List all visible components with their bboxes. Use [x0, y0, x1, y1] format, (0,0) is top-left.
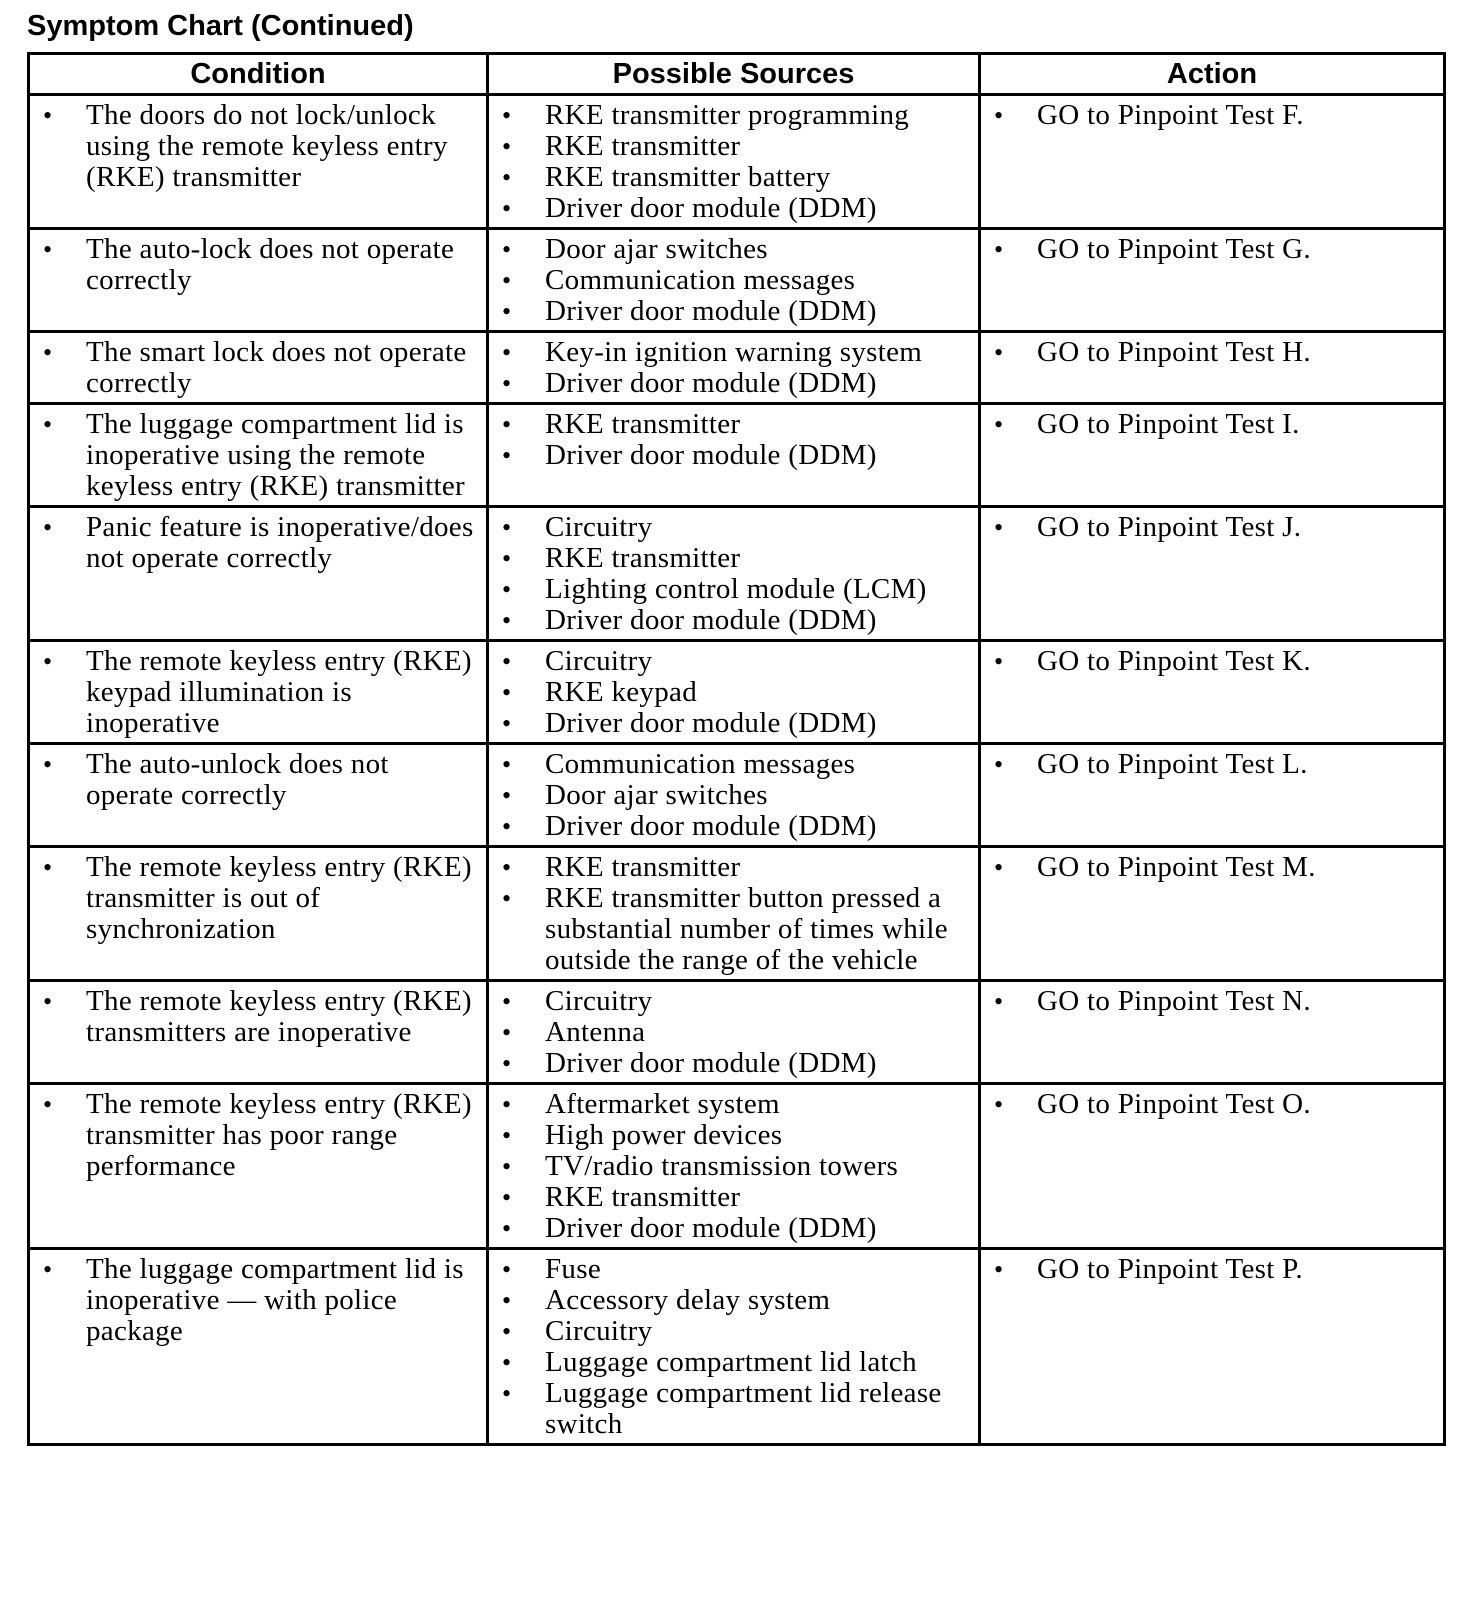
source-item: • Antenna	[489, 1017, 968, 1048]
source-item: • TV/radio transmission towers	[489, 1151, 968, 1182]
action-text: • GO to Pinpoint Test N.	[981, 986, 1433, 1017]
action-text: • GO to Pinpoint Test K.	[981, 646, 1433, 677]
possible-sources-cell	[488, 95, 980, 229]
action-cell	[980, 332, 1445, 404]
action-text: • GO to Pinpoint Test J.	[981, 512, 1433, 543]
sources-list	[489, 508, 978, 639]
action-list	[981, 230, 1443, 268]
source-item: • Communication messages	[489, 265, 968, 296]
condition-text: • The doors do not lock/unlock using the remote keyless entry (RKE) transmitter	[30, 100, 476, 193]
source-item: • RKE transmitter button pressed a substantial number of times while outside the range of the vehicle	[489, 883, 968, 976]
source-item: • Communication messages	[489, 749, 968, 780]
action-list	[981, 642, 1443, 680]
table-row	[29, 744, 1445, 847]
sources-list	[489, 230, 978, 330]
header-action: Action	[980, 54, 1445, 95]
condition-cell	[29, 744, 488, 847]
possible-sources-cell	[488, 1249, 980, 1445]
source-item: • Luggage compartment lid release switch	[489, 1378, 968, 1440]
action-cell	[980, 847, 1445, 981]
action-text: • GO to Pinpoint Test H.	[981, 337, 1433, 368]
action-list	[981, 405, 1443, 443]
possible-sources-cell	[488, 229, 980, 332]
condition-cell	[29, 1084, 488, 1249]
source-item: • RKE transmitter	[489, 852, 968, 883]
source-item: • Door ajar switches	[489, 780, 968, 811]
condition-text: • The luggage compartment lid is inoperative using the remote keyless entry (RKE) transmitter	[30, 409, 476, 502]
condition-text: • The auto-unlock does not operate correctly	[30, 749, 476, 811]
condition-text: • The remote keyless entry (RKE) keypad illumination is inoperative	[30, 646, 476, 739]
source-item: • Accessory delay system	[489, 1285, 968, 1316]
source-item: • Driver door module (DDM)	[489, 811, 968, 842]
table-row	[29, 1084, 1445, 1249]
table-row	[29, 847, 1445, 981]
condition-list	[30, 848, 486, 948]
possible-sources-cell	[488, 404, 980, 507]
condition-list	[30, 1250, 486, 1350]
action-cell	[980, 744, 1445, 847]
condition-list	[30, 96, 486, 196]
source-item: • Driver door module (DDM)	[489, 193, 968, 224]
table-row	[29, 332, 1445, 404]
action-cell	[980, 1249, 1445, 1445]
source-item: • Driver door module (DDM)	[489, 1213, 968, 1244]
action-text: • GO to Pinpoint Test I.	[981, 409, 1433, 440]
action-list	[981, 848, 1443, 886]
action-list	[981, 745, 1443, 783]
condition-cell	[29, 332, 488, 404]
sources-list	[489, 1250, 978, 1443]
table-row	[29, 95, 1445, 229]
source-item: • Driver door module (DDM)	[489, 440, 968, 471]
chart-title: Symptom Chart (Continued)	[27, 10, 414, 42]
source-item: • Driver door module (DDM)	[489, 1048, 968, 1079]
action-text: • GO to Pinpoint Test G.	[981, 234, 1433, 265]
source-item: • RKE transmitter battery	[489, 162, 968, 193]
table-row	[29, 981, 1445, 1084]
action-text: • GO to Pinpoint Test O.	[981, 1089, 1433, 1120]
sources-list	[489, 1085, 978, 1247]
condition-cell	[29, 847, 488, 981]
condition-text: • The remote keyless entry (RKE) transmitter has poor range performance	[30, 1089, 476, 1182]
sources-list	[489, 848, 978, 979]
action-cell	[980, 1084, 1445, 1249]
condition-text: • The remote keyless entry (RKE) transmitter is out of synchronization	[30, 852, 476, 945]
source-item: • Driver door module (DDM)	[489, 708, 968, 739]
sources-list	[489, 333, 978, 402]
source-item: • Driver door module (DDM)	[489, 368, 968, 399]
action-list	[981, 1085, 1443, 1123]
source-item: • High power devices	[489, 1120, 968, 1151]
sources-list	[489, 745, 978, 845]
source-item: • Driver door module (DDM)	[489, 605, 968, 636]
source-item: • RKE transmitter	[489, 131, 968, 162]
condition-text: • Panic feature is inoperative/does not operate correctly	[30, 512, 476, 574]
sources-list	[489, 982, 978, 1082]
condition-cell	[29, 404, 488, 507]
action-list	[981, 96, 1443, 134]
symptom-table	[27, 52, 1446, 1446]
condition-list	[30, 333, 486, 402]
source-item: • Driver door module (DDM)	[489, 296, 968, 327]
action-text: • GO to Pinpoint Test P.	[981, 1254, 1433, 1285]
action-cell	[980, 229, 1445, 332]
source-item: • RKE transmitter	[489, 409, 968, 440]
source-item: • RKE keypad	[489, 677, 968, 708]
action-text: • GO to Pinpoint Test L.	[981, 749, 1433, 780]
action-text: • GO to Pinpoint Test F.	[981, 100, 1433, 131]
table-row	[29, 507, 1445, 641]
condition-list	[30, 405, 486, 505]
source-item: • Key-in ignition warning system	[489, 337, 968, 368]
table-row	[29, 404, 1445, 507]
condition-cell	[29, 1249, 488, 1445]
condition-cell	[29, 95, 488, 229]
condition-text: • The luggage compartment lid is inoperative — with police package	[30, 1254, 476, 1347]
action-list	[981, 508, 1443, 546]
condition-list	[30, 230, 486, 299]
action-cell	[980, 404, 1445, 507]
sources-list	[489, 642, 978, 742]
source-item: • RKE transmitter programming	[489, 100, 968, 131]
source-item: • Door ajar switches	[489, 234, 968, 265]
possible-sources-cell	[488, 981, 980, 1084]
source-item: • RKE transmitter	[489, 1182, 968, 1213]
possible-sources-cell	[488, 847, 980, 981]
condition-list	[30, 508, 486, 577]
condition-list	[30, 642, 486, 742]
source-item: • Aftermarket system	[489, 1089, 968, 1120]
possible-sources-cell	[488, 744, 980, 847]
condition-cell	[29, 981, 488, 1084]
header-condition: Condition	[29, 54, 488, 95]
condition-text: • The auto-lock does not operate correctly	[30, 234, 476, 296]
condition-list	[30, 982, 486, 1051]
source-item: • Circuitry	[489, 646, 968, 677]
source-item: • Fuse	[489, 1254, 968, 1285]
table-body	[29, 95, 1445, 1445]
source-item: • RKE transmitter	[489, 543, 968, 574]
table-row	[29, 1249, 1445, 1445]
action-text: • GO to Pinpoint Test M.	[981, 852, 1433, 883]
condition-list	[30, 745, 486, 814]
source-item: • Circuitry	[489, 1316, 968, 1347]
possible-sources-cell	[488, 332, 980, 404]
table-row	[29, 229, 1445, 332]
header-row	[29, 54, 1445, 95]
action-cell	[980, 507, 1445, 641]
action-cell	[980, 981, 1445, 1084]
condition-list	[30, 1085, 486, 1185]
action-cell	[980, 95, 1445, 229]
source-item: • Circuitry	[489, 512, 968, 543]
header-possible-sources: Possible Sources	[488, 54, 980, 95]
action-list	[981, 333, 1443, 371]
condition-text: • The smart lock does not operate correctly	[30, 337, 476, 399]
action-list	[981, 982, 1443, 1020]
source-item: • Circuitry	[489, 986, 968, 1017]
condition-cell	[29, 507, 488, 641]
table-row	[29, 641, 1445, 744]
condition-cell	[29, 641, 488, 744]
action-list	[981, 1250, 1443, 1288]
condition-cell	[29, 229, 488, 332]
sources-list	[489, 96, 978, 227]
source-item: • Lighting control module (LCM)	[489, 574, 968, 605]
condition-text: • The remote keyless entry (RKE) transmitters are inoperative	[30, 986, 476, 1048]
possible-sources-cell	[488, 1084, 980, 1249]
possible-sources-cell	[488, 507, 980, 641]
source-item: • Luggage compartment lid latch	[489, 1347, 968, 1378]
sources-list	[489, 405, 978, 474]
possible-sources-cell	[488, 641, 980, 744]
action-cell	[980, 641, 1445, 744]
